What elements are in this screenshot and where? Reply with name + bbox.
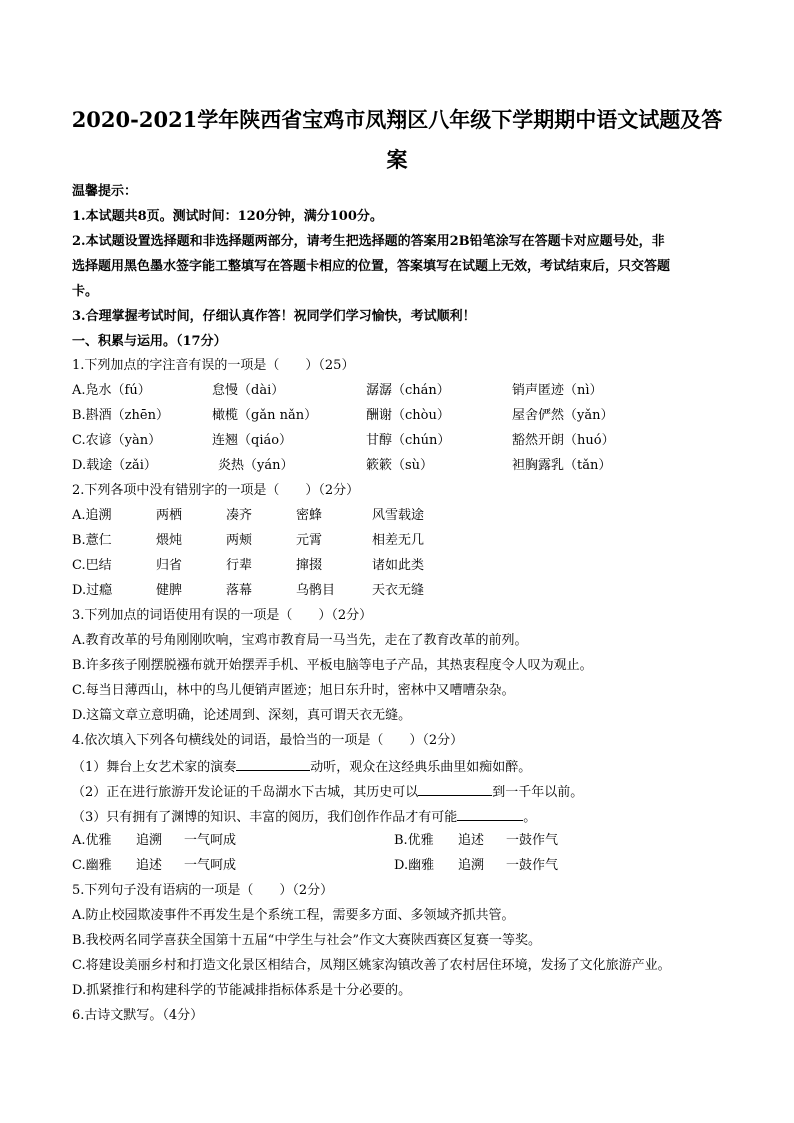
q1-option-c-4: 豁然开朗（huó） xyxy=(512,433,615,448)
q3-option-a: A.教育改革的号角刚刚吹响，宝鸡市教育局一马当先，走在了教育改革的前列。 xyxy=(72,633,528,648)
q4-option-a-2: 追溯 xyxy=(136,833,163,848)
q5-option-b: B.我校两名同学喜获全国第十五届“中学生与社会”作文大赛陕西赛区复赛一等奖。 xyxy=(72,933,541,948)
q1-option-d-1: D.载途（zǎi） xyxy=(72,458,157,473)
q3-option-b: B.许多孩子刚摆脱襁布就开始摆弄手机、平板电脑等电子产品，其热衷程度令人叹为观止。 xyxy=(72,658,593,673)
question-5-stem: 5.下列句子没有语病的一项是（ ）（2分） xyxy=(72,883,334,898)
q1-option-b-3: 酬谢（chòu） xyxy=(366,408,450,423)
q1-option-a-2: 怠慢（dài） xyxy=(212,383,285,398)
q3-option-d: D.这篇文章立意明确，论述周到、深刻，真可谓天衣无缝。 xyxy=(72,708,412,723)
q2-option-a-5: 风雪载途 xyxy=(372,508,425,523)
question-4-stem: 4.依次填入下列各句横线处的词语，最恰当的一项是（ ）（2分） xyxy=(72,733,464,748)
q2-option-a-2: 两栖 xyxy=(156,508,183,523)
q2-option-a-4: 密蜂 xyxy=(296,508,323,523)
q4-option-a-3: 一气呵成 xyxy=(184,833,237,848)
q2-option-c-2: 归省 xyxy=(156,558,183,573)
q2-option-b-3: 两颊 xyxy=(226,533,253,548)
q1-option-b-4: 屋舍俨然（yǎn） xyxy=(512,408,614,423)
q3-option-c: C.每当日薄西山，林中的鸟儿便销声匿迹；旭日东升时，密林中又嘈嘈杂杂。 xyxy=(72,683,515,698)
q4-sentence-2 xyxy=(72,783,583,801)
tip-2-end: 卡。 xyxy=(72,284,99,299)
q1-option-a-1: A.凫水（fú） xyxy=(72,383,151,398)
question-6-stem: 6.古诗文默写。（4分） xyxy=(72,1008,204,1023)
q4-sentence-1-end: 动听，观众在这经典乐曲里如痴如醉。 xyxy=(310,760,532,775)
q5-option-a: A.防止校园欺凌事件不再发生是个系统工程，需要多方面、多领域齐抓共管。 xyxy=(72,908,515,923)
q1-option-d-4: 袒胸露乳（tǎn） xyxy=(512,458,612,473)
q2-option-d-2: 健脾 xyxy=(156,583,183,598)
q1-option-d-2: 炎热（yán） xyxy=(218,458,294,473)
q2-option-c-4: 撺掇 xyxy=(296,558,323,573)
q2-option-c-5: 诸如此类 xyxy=(372,558,425,573)
q2-option-d-5: 天衣无缝 xyxy=(372,583,425,598)
page-title: 2020-2021学年陕西省宝鸡市凤翔区八年级下学期期中语文试题及答 xyxy=(71,107,723,132)
q2-option-c-1: C.巴结 xyxy=(72,558,112,573)
q2-option-d-3: 落幕 xyxy=(226,583,253,598)
q2-option-b-4: 元霄 xyxy=(296,533,323,548)
tips-heading: 温馨提示： xyxy=(72,184,138,199)
q4-option-d-2: 追溯 xyxy=(458,858,485,873)
q1-option-c-2: 连翘（qiáo） xyxy=(212,433,293,448)
q2-option-b-1: B.薏仁 xyxy=(72,533,112,548)
q2-option-b-5: 相差无几 xyxy=(372,533,425,548)
q1-option-a-3: 潺潺（chán） xyxy=(366,383,450,398)
q1-option-b-1: B.斟酒（zhēn） xyxy=(72,408,169,423)
q5-option-c: C.将建设美丽乡村和打造文化景区相结合，凤翔区姚家沟镇改善了农村居住环境，发扬了文化旅游产业。 xyxy=(72,958,671,973)
q4-option-b-1: B.优雅 xyxy=(394,833,434,848)
answer-blank xyxy=(418,783,492,796)
q4-option-a-1: A.优雅 xyxy=(72,833,112,848)
q2-option-d-1: D.过瘾 xyxy=(72,583,113,598)
q2-option-a-1: A.追溯 xyxy=(72,508,112,523)
q1-option-d-3: 簌簌（sù） xyxy=(366,458,434,473)
q1-option-c-1: C.农谚（yàn） xyxy=(72,433,162,448)
q2-option-b-2: 煨炖 xyxy=(156,533,183,548)
answer-blank xyxy=(457,808,523,821)
tip-3: 3.合理掌握考试时间，仔细认真作答！祝同学们学习愉快，考试顺利！ xyxy=(72,309,476,324)
tip-2-continued: 选择题用黑色墨水签字能工整填写在答题卡相应的位置，答案填写在试题上无效，考试结束后，只交答题 xyxy=(72,259,671,274)
tip-1: 1.本试题共8页。测试时间：120分钟，满分100分。 xyxy=(72,209,383,224)
section-heading: 一、积累与运用。（17分） xyxy=(72,334,227,349)
page-title-continued: 案 xyxy=(386,147,408,172)
answer-blank xyxy=(236,758,310,771)
q2-option-c-3: 行辈 xyxy=(226,558,253,573)
q4-option-d-3: 一鼓作气 xyxy=(506,858,559,873)
q4-sentence-2-end: 到一千年以前。 xyxy=(492,785,584,800)
q4-sentence-3-start: （3）只有拥有了渊博的知识、丰富的阅历，我们创作作品才有可能 xyxy=(72,810,458,825)
q2-option-a-3: 凑齐 xyxy=(226,508,253,523)
q5-option-d: D.抓紧推行和构建科学的节能减排指标体系是十分必要的。 xyxy=(72,983,412,998)
q4-sentence-2-start: （2）正在进行旅游开发论证的千岛湖水下古城，其历史可以 xyxy=(72,785,419,800)
q4-option-d-1: D.幽雅 xyxy=(394,858,435,873)
q4-sentence-3 xyxy=(72,808,536,826)
q2-option-d-4: 乌鹘目 xyxy=(296,583,336,598)
q1-option-c-3: 甘醇（chún） xyxy=(366,433,451,448)
question-1-stem: 1.下列加点的字注音有误的一项是（ ）（25） xyxy=(72,358,355,373)
q1-option-a-4: 销声匿迹（nì） xyxy=(512,383,603,398)
q4-option-c-3: 一气呵成 xyxy=(184,858,237,873)
q4-option-b-3: 一鼓作气 xyxy=(506,833,559,848)
q4-sentence-1-start: （1）舞台上女艺术家的演奏 xyxy=(72,760,237,775)
q4-sentence-3-end: 。 xyxy=(523,810,537,825)
q1-option-b-2: 橄榄（gǎn nǎn） xyxy=(212,408,318,423)
question-2-stem: 2.下列各项中没有错别字的一项是（ ）（2分） xyxy=(72,483,360,498)
q4-option-c-1: C.幽雅 xyxy=(72,858,112,873)
q4-option-c-2: 追述 xyxy=(136,858,163,873)
q4-option-b-2: 追述 xyxy=(458,833,485,848)
question-3-stem: 3.下列加点的词语使用有误的一项是（ ）（2分） xyxy=(72,608,373,623)
q4-sentence-1 xyxy=(72,758,531,776)
tip-2: 2.本试题设置选择题和非选择题两部分，请考生把选择题的答案用2B铅笔涂写在答题卡对应题号处，非 xyxy=(72,234,665,249)
